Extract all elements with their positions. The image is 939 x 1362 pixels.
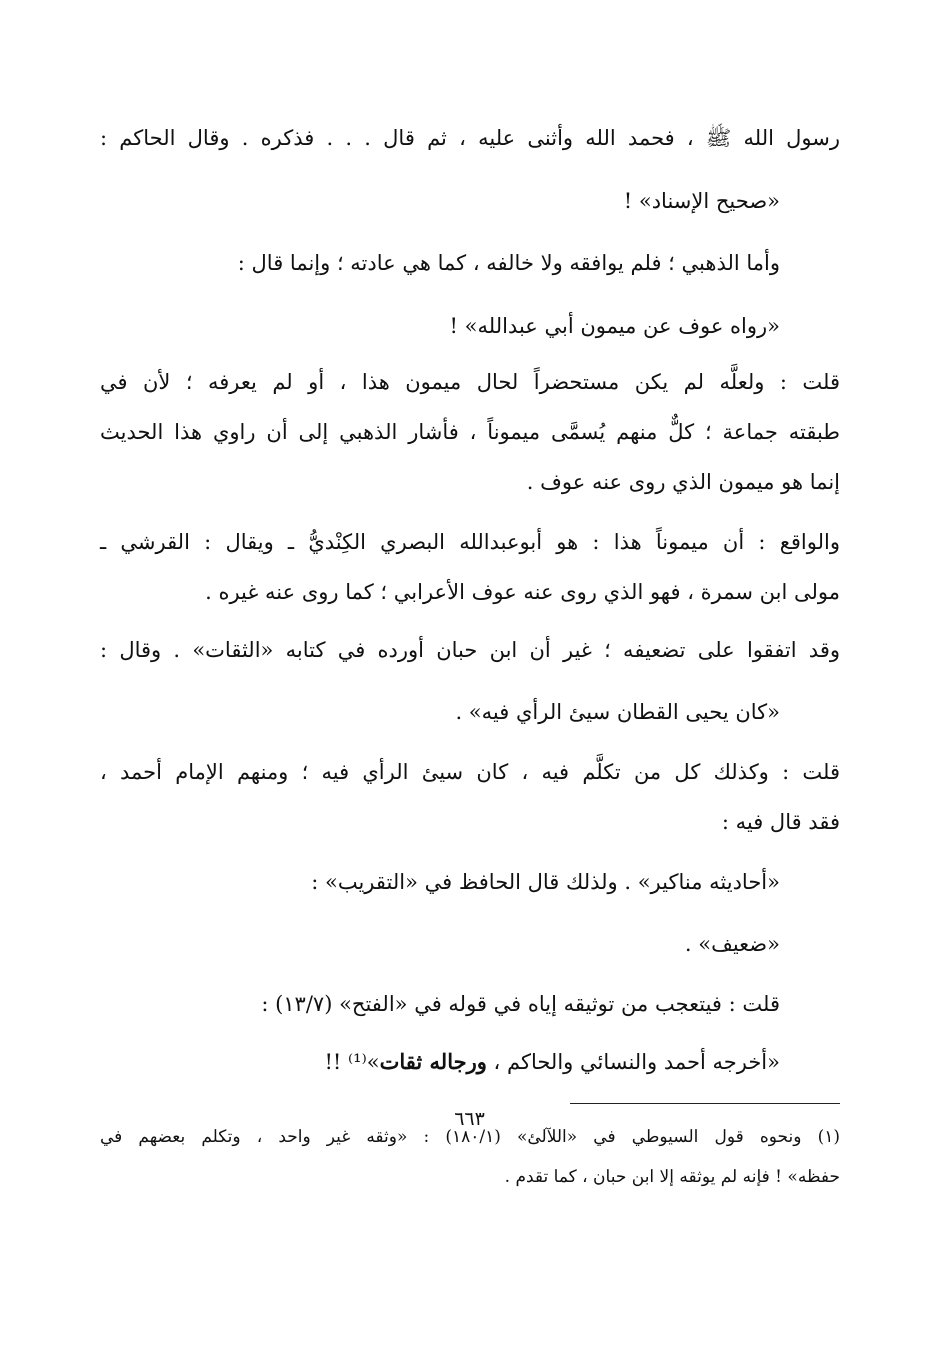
paragraph-line: وقد اتفقوا على تضعيفه ؛ غير أن ابن حبان أورده في كتابه «الثقات» . وقال : [100, 638, 840, 662]
paragraph-line: والواقع : أن ميموناً هذا : هو أبوعبدالله البصري الكِنْديُّ ـ ويقال : القرشي ـ [100, 530, 840, 554]
quote-line: «ضعيف» . [684, 932, 780, 956]
paragraph-line: قلت : ولعلَّه لم يكن مستحضراً لحال ميمون هذا ، أو لم يعرفه ؛ لأن في [100, 370, 840, 394]
quote-text: «أخرجه أحمد والنسائي والحاكم ، [486, 1050, 780, 1074]
page-number: ٦٦٣ [454, 1108, 485, 1130]
text-line: قلت : فيتعجب من توثيقه إياه في قوله في «الفتح» (١٣/٧) : [261, 992, 780, 1016]
quote-line: «رواه عوف عن ميمون أبي عبدالله» ! [449, 314, 780, 338]
quote-line: «كان يحيى القطان سيئ الرأي فيه» . [455, 700, 780, 724]
quote-line: «صحيح الإسناد» ! [623, 189, 780, 213]
text-line: وأما الذهبي ؛ فلم يوافقه ولا خالفه ، كما هي عادته ؛ وإنما قال : [237, 251, 780, 275]
paragraph-line: طبقته جماعة ؛ كلٌّ منهم يُسمَّى ميموناً ، فأشار الذهبي إلى أن راوي هذا الحديث [100, 420, 840, 444]
paragraph-line: قلت : وكذلك كل من تكلَّم فيه ، كان سيئ الرأي فيه ؛ ومنهم الإمام أحمد ، [100, 760, 840, 784]
footnote-line: حفظه» ! فإنه لم يوثقه إلا ابن حبان ، كما تقدم . [504, 1167, 840, 1187]
quote-bold-text: ورجاله ثقات [379, 1049, 487, 1074]
quote-line [324, 1042, 780, 1082]
paragraph-line: فقد قال فيه : [721, 810, 840, 834]
quote-line: «أحاديثه مناكير» . ولذلك قال الحافظ في «التقريب» : [311, 870, 780, 894]
text-line: رسول الله ﷺ ، فحمد الله وأثنى عليه ، ثم قال . . . فذكره . وقال الحاكم : [100, 126, 840, 150]
paragraph-line: مولى ابن سمرة ، فهو الذي روى عنه عوف الأعرابي ؛ كما روى عنه غيره . [205, 580, 840, 604]
paragraph-line: إنما هو ميمون الذي روى عنه عوف . [526, 470, 840, 494]
footnote-line: (١) ونحوه قول السيوطي في «اللآلئ» (١٨٠/١) : «وثقه غير واحد ، وتكلم بعضهم في [100, 1127, 840, 1147]
quote-end: »⁽¹⁾ !! [324, 1050, 380, 1074]
